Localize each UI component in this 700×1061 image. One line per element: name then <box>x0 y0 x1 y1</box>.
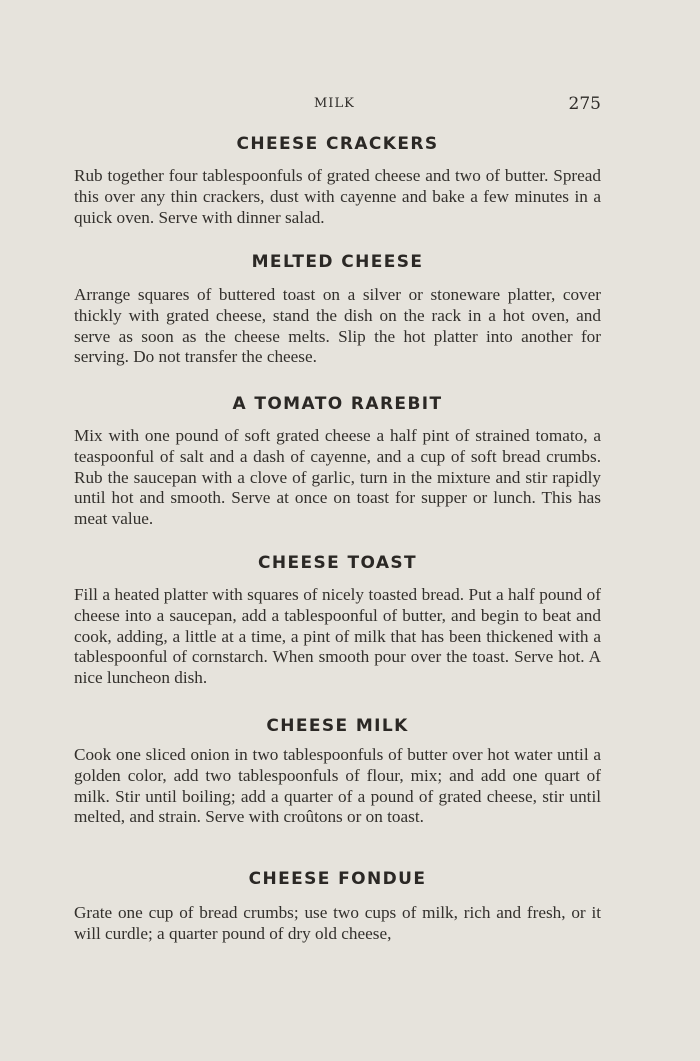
page-number: 275 <box>568 94 601 114</box>
section-name: MILK <box>314 96 355 111</box>
recipe-text-cheese-fondue: Grate one cup of bread crumbs; use two cups of milk, rich and fresh, or it will curdle; a quarter pound of dry old cheese, <box>74 903 601 943</box>
recipe-text-cheese-milk: Cook one sliced onion in two tablespoonfuls of butter over hot water until a golden color, add two tablespoonfuls of flour, mix; and add one quart of milk. Stir until boiling; add a quarter of a pound of grated cheese, stir until melted, and strain. Serve with croûtons or on toast. <box>74 745 601 827</box>
recipe-title-cheese-crackers: CHEESE CRACKERS <box>236 134 439 154</box>
recipe-text-tomato-rarebit: Mix with one pound of soft grated cheese a half pint of strained tomato, a teaspoonful of salt and a dash of cayenne, and a cup of soft bread crumbs. Rub the saucepan with a clove of garlic, turn in the mixture and stir rapidly until hot and smooth. Serve at once on toast for supper or lunch. This has meat value. <box>74 426 601 529</box>
running-head <box>74 96 601 116</box>
recipe-text-cheese-crackers: Rub together four tablespoonfuls of grated cheese and two of butter. Spread this over any thin crackers, dust with cayenne and bake a few minutes in a quick oven. Serve with dinner salad. <box>74 166 601 227</box>
recipe-text-melted-cheese: Arrange squares of buttered toast on a silver or stoneware platter, cover thickly with grated cheese, stand the dish on the rack in a hot oven, and serve as soon as the cheese melts. Slip the hot platter into another for serving. Do not transfer the cheese. <box>74 285 601 367</box>
recipe-title-melted-cheese: MELTED CHEESE <box>251 252 424 272</box>
recipe-title-cheese-milk: CHEESE MILK <box>266 716 409 736</box>
recipe-title-tomato-rarebit: A TOMATO RAREBIT <box>232 394 443 414</box>
recipe-text-cheese-toast: Fill a heated platter with squares of nicely toasted bread. Put a half pound of cheese into a saucepan, add a tablespoonful of butter, and begin to beat and cook, adding, a little at a time, a pint of milk that has been thickened with a tablespoonful of cornstarch. When smooth pour over the toast. Serve hot. A nice luncheon dish. <box>74 585 601 688</box>
recipe-title-cheese-fondue: CHEESE FONDUE <box>248 869 427 889</box>
recipe-title-cheese-toast: CHEESE TOAST <box>257 553 418 573</box>
